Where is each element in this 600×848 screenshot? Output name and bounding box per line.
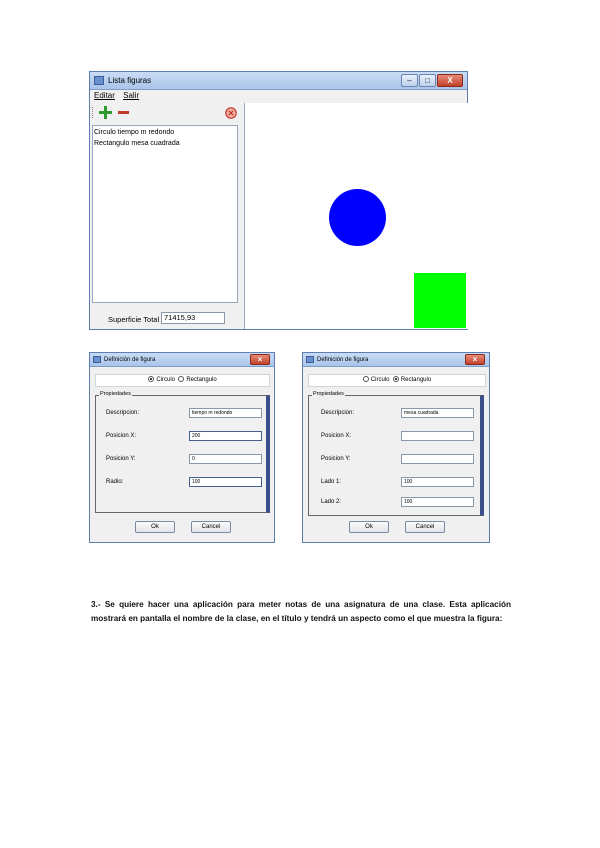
field-label: Descripcion: <box>106 410 140 416</box>
radio-rectangulo[interactable] <box>178 376 184 382</box>
close-icon: × <box>472 355 478 364</box>
main-window-title: Lista figuras <box>108 76 152 85</box>
green-square-shape <box>414 273 466 328</box>
figure-type-radios <box>308 374 486 387</box>
field-label: Posicion X: <box>106 433 137 439</box>
field-label: Radio: <box>106 479 124 485</box>
close-window-button[interactable]: X <box>437 74 463 87</box>
menu-salir[interactable]: Salir <box>123 91 140 100</box>
stop-icon <box>225 107 237 119</box>
lado-1-input[interactable]: 100 <box>401 477 474 487</box>
add-figure-button[interactable] <box>99 106 112 119</box>
field-label: Lado 1: <box>321 479 342 485</box>
properties-group-label: Propiedades <box>100 391 131 397</box>
drawing-canvas[interactable] <box>244 103 468 329</box>
radio-circulo[interactable] <box>148 376 154 382</box>
radio-rectangulo-label: Rectangulo <box>186 377 217 383</box>
dialog-rect-title: Definición de figura <box>317 357 369 363</box>
total-area-field: 71415,93 <box>161 312 225 324</box>
field-label: Lado 2: <box>321 499 342 505</box>
ok-button[interactable]: Ok <box>135 521 175 533</box>
plus-icon <box>99 106 112 119</box>
blue-circle-shape <box>329 189 386 246</box>
exercise-paragraph: 3.- Se quiere hacer una aplicación para meter notas de una asignatura de una clase. Esta aplicación mostrará en pantalla el nombre de la clase, en el título y tendrá un aspecto como el que muestra la figura: <box>91 600 511 623</box>
cancel-button[interactable]: Cancel <box>191 521 231 533</box>
left-panel <box>90 103 242 329</box>
toolbar <box>92 105 240 121</box>
posicion-y-input[interactable]: 0 <box>189 454 262 464</box>
ok-button[interactable]: Ok <box>349 521 389 533</box>
radio-circulo-label: Circulo <box>370 377 390 383</box>
posicion-x-input[interactable]: 200 <box>189 431 262 441</box>
main-window-titlebar[interactable] <box>90 72 467 90</box>
menu-editar[interactable]: Editar <box>94 91 115 100</box>
field-label: Posicion Y: <box>106 456 136 462</box>
remove-figure-button[interactable] <box>117 106 130 119</box>
menu-bar <box>90 90 467 102</box>
minus-icon <box>117 106 130 119</box>
dialog-circle-title: Definición de figura <box>104 357 156 363</box>
radio-input[interactable]: 100 <box>189 477 262 487</box>
total-area-label: Superficie Total <box>108 315 160 324</box>
radio-rectangulo-label: Rectangulo <box>400 377 432 383</box>
dialog-rect <box>302 352 490 543</box>
dialog-app-icon <box>306 356 314 363</box>
radio-circulo-label: Circulo <box>156 377 175 383</box>
app-icon <box>94 76 104 85</box>
close-icon: × <box>257 355 263 364</box>
figures-list[interactable] <box>92 125 238 303</box>
cancel-button[interactable]: Cancel <box>405 521 445 533</box>
list-item[interactable]: Rectangulo mesa cuadrada <box>94 140 180 147</box>
properties-group <box>95 391 270 513</box>
descripcion-input[interactable]: mesa cuadrada <box>401 408 474 418</box>
posicion-x-input[interactable] <box>401 431 474 441</box>
dialog-close-button[interactable] <box>250 354 270 365</box>
field-label: Descripcion: <box>321 410 355 416</box>
main-window <box>89 71 468 330</box>
field-label: Posicion Y: <box>321 456 351 462</box>
properties-group-label: Propiedades <box>313 391 344 397</box>
dialog-rect-titlebar[interactable] <box>303 353 489 367</box>
maximize-button[interactable]: □ <box>419 74 436 87</box>
radio-rectangulo[interactable] <box>393 376 399 382</box>
lado-2-input[interactable]: 100 <box>401 497 474 507</box>
dialog-close-button[interactable] <box>465 354 485 365</box>
dialog-circle-titlebar[interactable] <box>90 353 274 367</box>
cancel-toolbar-button[interactable] <box>225 106 237 118</box>
dialog-circle <box>89 352 275 543</box>
figure-type-radios <box>95 374 270 387</box>
toolbar-grip-icon <box>92 107 95 118</box>
field-label: Posicion X: <box>321 433 352 439</box>
window-controls <box>401 74 463 87</box>
list-item[interactable]: Circulo tiempo m redondo <box>94 129 175 136</box>
dialog-app-icon <box>93 356 101 363</box>
properties-group <box>308 391 484 516</box>
radio-circulo[interactable] <box>363 376 369 382</box>
posicion-y-input[interactable] <box>401 454 474 464</box>
minimize-button[interactable]: – <box>401 74 418 87</box>
descripcion-input[interactable]: tiempo m redondo <box>189 408 262 418</box>
